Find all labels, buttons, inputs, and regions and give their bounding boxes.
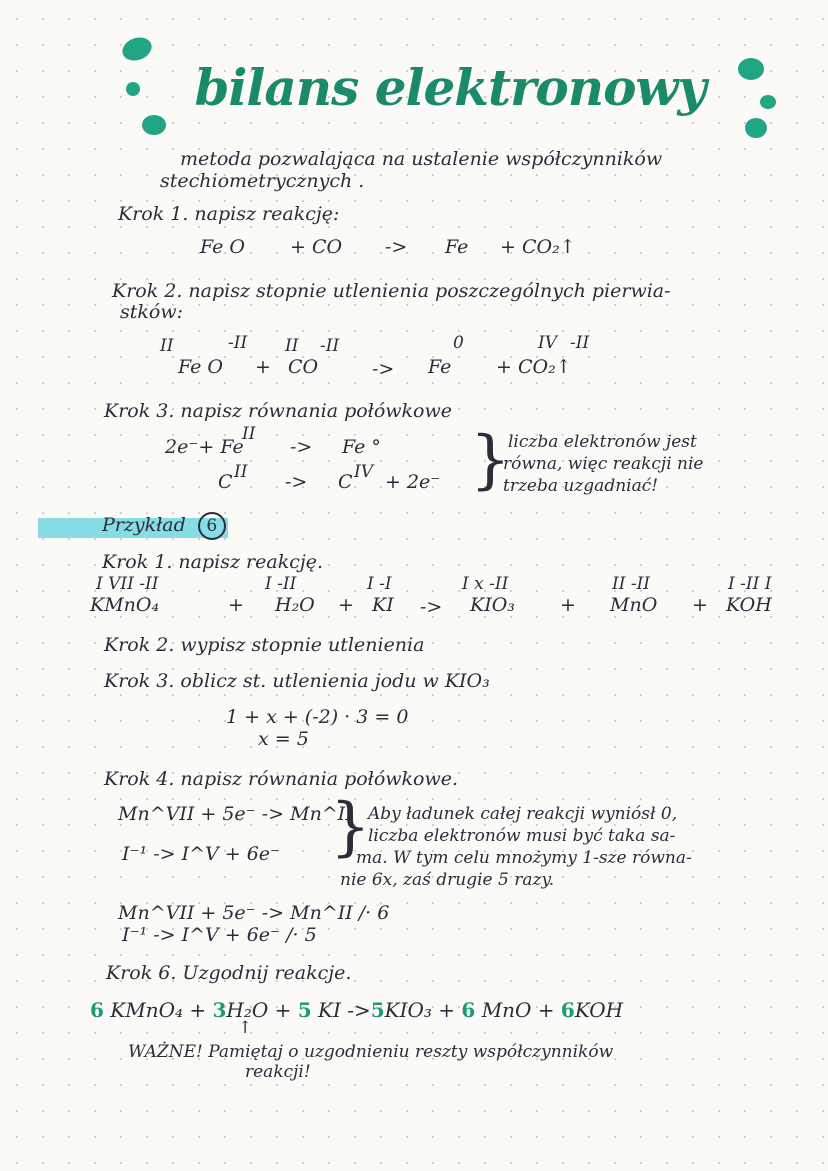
step-heading: Krok 1. napisz reakcję.	[102, 551, 324, 573]
brace: }	[330, 790, 371, 864]
step-heading: Krok 2. napisz stopnie utlenienia poszczególnych pierwia-	[112, 280, 671, 302]
half-reaction: Fe °	[342, 436, 381, 458]
coefficient: 6	[461, 998, 476, 1022]
coefficient: 5	[370, 998, 385, 1022]
ox-state: IV	[538, 333, 557, 353]
half-reaction: 2e⁻+ Fe	[165, 436, 244, 458]
decor-blob	[760, 95, 776, 109]
ox-state: IV	[354, 462, 373, 482]
warning-line: reakcji!	[245, 1062, 311, 1082]
species: MnO +	[481, 998, 555, 1022]
ox-state: I -II I	[728, 574, 772, 594]
note-line: równa, więc reakcji nie	[503, 454, 704, 474]
decor-blob	[142, 115, 166, 135]
decor-blob	[119, 34, 155, 65]
note-line: ma. W tym celu mnożymy 1-sze równa-	[356, 848, 692, 868]
ox-state: II	[160, 336, 174, 356]
multiplied-half-reaction: I⁻¹ -> I^V + 6e⁻ /· 5	[122, 924, 317, 946]
species: KIO₃ +	[384, 998, 456, 1022]
ox-state: II -II	[612, 574, 651, 594]
step-heading: Krok 4. napisz równania połówkowe.	[104, 768, 459, 790]
product: KOH	[726, 594, 772, 616]
decor-blob	[738, 58, 764, 80]
ox-state: II	[234, 462, 248, 482]
step-heading: Krok 1. napisz reakcję:	[118, 203, 340, 225]
page-title: bilans elektronowy	[194, 58, 706, 117]
ox-state: -II	[320, 336, 340, 356]
ox-state: I VII -II	[96, 574, 159, 594]
up-arrow-icon: ↑	[238, 1018, 253, 1038]
reactant: CO	[288, 356, 319, 378]
decor-blob	[745, 118, 767, 138]
product: + CO₂↑	[496, 356, 572, 378]
plus: +	[255, 356, 271, 378]
reaction-arrow: ->	[285, 471, 308, 493]
note-line: trzeba uzgadniać!	[503, 476, 659, 496]
reaction-arrow: ->	[385, 236, 408, 258]
step-heading: Krok 3. napisz równania połówkowe	[104, 400, 452, 422]
species: KMnO₄ +	[110, 998, 207, 1022]
ox-state: II	[242, 424, 256, 444]
plus: +	[228, 594, 244, 616]
species: H₂O +	[226, 998, 292, 1022]
note-line: Aby ładunek całej reakcji wyniósł 0,	[368, 804, 678, 824]
ox-state: I -II	[265, 574, 297, 594]
ox-state: I x -II	[462, 574, 509, 594]
note-line: liczba elektronów jest	[508, 432, 697, 452]
step-heading: Krok 2. wypisz stopnie utlenienia	[104, 634, 425, 656]
calculation: x = 5	[258, 728, 309, 750]
reactant: H₂O	[275, 594, 315, 616]
reaction-arrow: ->	[420, 596, 443, 618]
half-reaction: I⁻¹ -> I^V + 6e⁻	[122, 843, 281, 865]
reactant: KI	[372, 594, 394, 616]
note-line: liczba elektronów musi być taka sa-	[368, 826, 676, 846]
half-reaction: Mn^VII + 5e⁻ -> Mn^II	[118, 803, 353, 825]
coefficient: 3	[212, 998, 227, 1022]
product: Fe	[445, 236, 469, 258]
reaction-arrow: ->	[290, 436, 313, 458]
calculation: 1 + x + (-2) · 3 = 0	[226, 706, 409, 728]
ox-state: -II	[570, 333, 590, 353]
intro-line: metoda pozwalająca na ustalenie współczynników	[180, 148, 663, 170]
ox-state: 0	[453, 333, 464, 353]
reactant: Fe O	[178, 356, 224, 378]
species: KOH	[574, 998, 624, 1022]
product: MnO	[610, 594, 658, 616]
plus: +	[692, 594, 708, 616]
coefficient: 5	[297, 998, 312, 1022]
product: Fe	[428, 356, 452, 378]
ox-state: I -I	[367, 574, 392, 594]
example-heading-label: Przykład	[102, 514, 186, 536]
step-heading: Krok 3. oblicz st. utlenienia jodu w KIO₃	[104, 670, 490, 692]
coefficient: 6	[90, 998, 104, 1022]
intro-line: stechiometrycznych .	[160, 170, 365, 192]
product: KIO₃	[470, 594, 515, 616]
multiplied-half-reaction: Mn^VII + 5e⁻ -> Mn^II /· 6	[118, 902, 390, 924]
half-reaction: C	[218, 471, 233, 493]
brace: }	[470, 423, 511, 497]
ox-state: -II	[228, 333, 248, 353]
ox-state: II	[285, 336, 299, 356]
reaction-arrow: ->	[372, 358, 395, 380]
note-line: nie 6x, zaś drugie 5 razy.	[340, 870, 555, 890]
plus: +	[338, 594, 354, 616]
step-heading: Krok 6. Uzgodnij reakcje.	[106, 962, 352, 984]
example-heading	[102, 512, 226, 540]
warning-line: WAŻNE! Pamiętaj o uzgodnieniu reszty współczynników	[128, 1042, 614, 1062]
example-number: 6	[198, 512, 226, 540]
reactant: KMnO₄	[90, 594, 160, 616]
reactant: + CO	[290, 236, 343, 258]
step-heading: stków:	[120, 301, 184, 323]
decor-blob	[126, 82, 140, 96]
product: + CO₂↑	[500, 236, 576, 258]
plus: +	[560, 594, 576, 616]
species: KI ->	[318, 998, 371, 1022]
half-reaction: C	[338, 471, 353, 493]
reactant: Fe O	[200, 236, 246, 258]
half-reaction: + 2e⁻	[385, 471, 441, 493]
balanced-equation	[90, 1000, 623, 1020]
coefficient: 6	[560, 998, 575, 1022]
